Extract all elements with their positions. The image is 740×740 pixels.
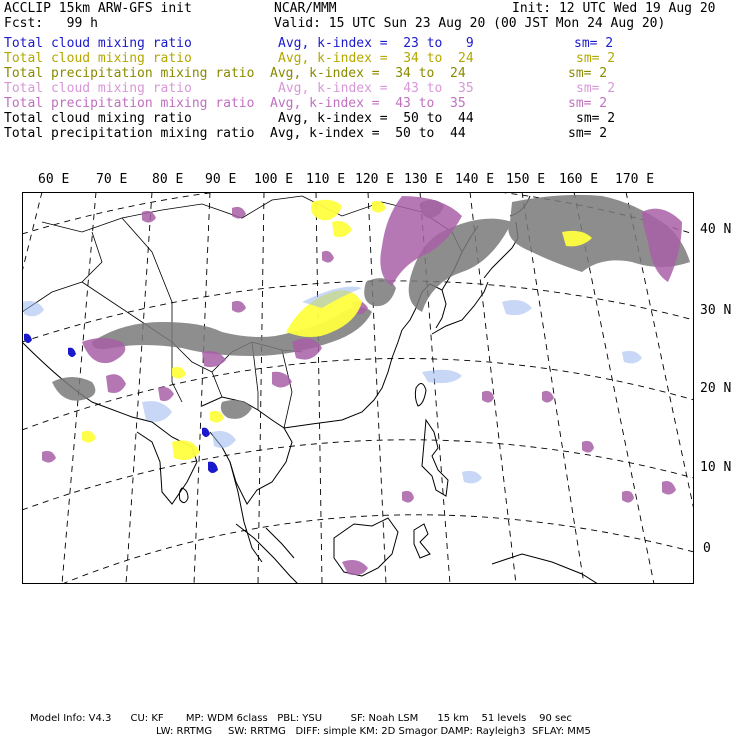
- model-info: Model Info: V4.3 CU: KF MP: WDM 6class PBL: YSU SF: Noah LSM 15 km 51 levels 90 sec: [30, 713, 572, 724]
- model-title: ACCLIP 15km ARW-GFS init: [4, 1, 192, 16]
- lon-label: 170 E: [615, 172, 655, 187]
- legend-sm: sm= 2: [568, 126, 608, 141]
- legend-sm: sm= 2: [568, 66, 608, 81]
- legend-avg: Avg, k-index = 34 to 24: [270, 66, 466, 81]
- legend-field: Total cloud mixing ratio: [4, 111, 192, 126]
- lon-label: 130 E: [404, 172, 444, 187]
- lon-label: 70 E: [96, 172, 128, 187]
- valid-time: Valid: 15 UTC Sun 23 Aug 20 (00 JST Mon 24 Aug 20): [274, 16, 666, 31]
- legend-sm: sm= 2: [576, 51, 616, 66]
- legend-field: Total cloud mixing ratio: [4, 51, 192, 66]
- lat-label: 40 N: [700, 222, 732, 237]
- legend-avg: Avg, k-index = 34 to 24: [278, 51, 474, 66]
- legend-field: Total cloud mixing ratio: [4, 81, 192, 96]
- legend-field: Total precipitation mixing ratio: [4, 96, 255, 111]
- org-label: NCAR/MMM: [274, 1, 337, 16]
- legend-sm: sm= 2: [576, 81, 616, 96]
- lat-label: 0: [703, 541, 711, 556]
- lon-label: 110 E: [306, 172, 346, 187]
- lon-label: 100 E: [254, 172, 294, 187]
- lon-label: 160 E: [559, 172, 599, 187]
- lat-label: 30 N: [700, 303, 732, 318]
- init-time: Init: 12 UTC Wed 19 Aug 20: [512, 1, 716, 16]
- legend-field: Total precipitation mixing ratio: [4, 126, 255, 141]
- lon-label: 80 E: [152, 172, 184, 187]
- lon-label: 150 E: [506, 172, 546, 187]
- lat-label: 20 N: [700, 381, 732, 396]
- legend-avg: Avg, k-index = 43 to 35: [270, 96, 466, 111]
- legend-avg: Avg, k-index = 50 to 44: [270, 126, 466, 141]
- legend-avg: Avg, k-index = 23 to 9: [278, 36, 474, 51]
- lon-label: 140 E: [455, 172, 495, 187]
- legend-field: Total cloud mixing ratio: [4, 36, 192, 51]
- legend-field: Total precipitation mixing ratio: [4, 66, 255, 81]
- legend-sm: sm= 2: [568, 96, 608, 111]
- legend-sm: sm= 2: [574, 36, 614, 51]
- lon-label: 60 E: [38, 172, 70, 187]
- lat-label: 10 N: [700, 460, 732, 475]
- model-physics: LW: RRTMG SW: RRTMG DIFF: simple KM: 2D Smagor DAMP: Rayleigh3 SFLAY: MM5: [156, 726, 591, 737]
- forecast-hour: Fcst: 99 h: [4, 16, 98, 31]
- forecast-map: [22, 192, 694, 584]
- legend-sm: sm= 2: [576, 111, 616, 126]
- legend-avg: Avg, k-index = 43 to 35: [278, 81, 474, 96]
- legend-avg: Avg, k-index = 50 to 44: [278, 111, 474, 126]
- lon-label: 90 E: [205, 172, 237, 187]
- lon-label: 120 E: [355, 172, 395, 187]
